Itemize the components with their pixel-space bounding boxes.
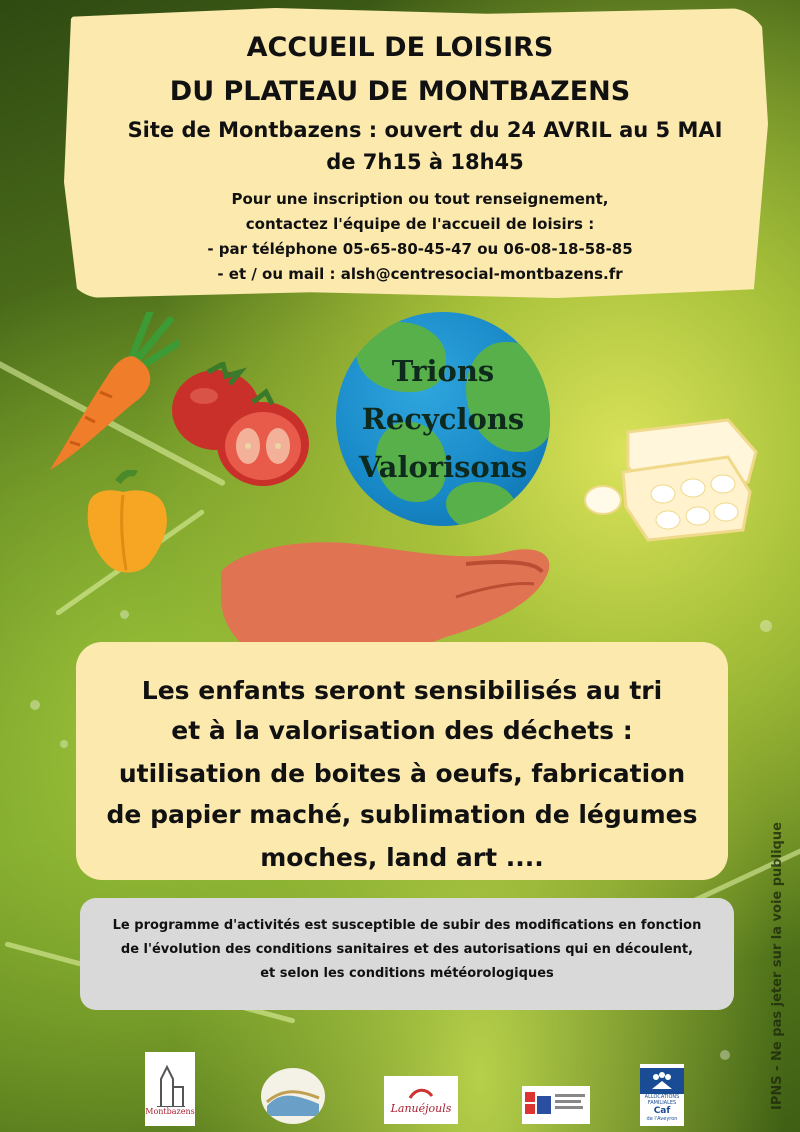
centre-social-logo [522, 1086, 590, 1124]
dew-drop [120, 610, 129, 619]
dew-drop [60, 740, 68, 748]
description-line: utilisation de boites à oeufs, fabrication [118, 759, 686, 788]
continent [446, 482, 516, 526]
description-line: et à la valorisation des déchets : [171, 716, 633, 745]
notice-line: de l'évolution des conditions sanitaires et des autorisations qui en découlent, [120, 942, 694, 957]
people-icon [650, 1071, 674, 1091]
opening-dates: Site de Montbazens : ouvert du 24 AVRIL au 5 MAI [127, 118, 723, 142]
opening-hours: de 7h15 à 18h45 [326, 150, 524, 174]
globe-word-value: Valorisons [358, 450, 528, 484]
contact-line: Pour une inscription ou tout renseignement, [231, 190, 609, 208]
montbazens-logo-text: Montbazens [145, 1106, 195, 1116]
swirl-icon [406, 1086, 436, 1102]
contact-phone: - par téléphone 05-65-80-45-47 ou 06-08-18-58-85 [207, 240, 633, 258]
globe-word-sort: Trions [391, 354, 495, 388]
lanuejouls-logo [384, 1076, 458, 1124]
church-icon [153, 1063, 187, 1107]
caf-text: Caf [653, 1106, 671, 1116]
globe-icon [336, 312, 550, 526]
csm-icon [523, 1088, 589, 1122]
communaute-communes-logo [261, 1068, 325, 1124]
dew-drop [720, 1050, 730, 1060]
notice-line: et selon les conditions météorologiques [260, 966, 554, 981]
caf-text: de l'Aveyron [646, 1116, 678, 1122]
page-title: ACCUEIL DE LOISIRS [246, 32, 554, 63]
landscape-icon [265, 1076, 321, 1116]
contact-email: - et / ou mail : alsh@centresocial-montbazens.fr [217, 265, 623, 283]
globe-word-recycle: Recyclons [361, 402, 525, 436]
caf-text: ALLOCATIONS [644, 1094, 680, 1100]
caf-text: FAMILIALES [647, 1100, 677, 1106]
egg-carton-icon [578, 412, 758, 544]
contact-line: contactez l'équipe de l'accueil de loisirs : [245, 215, 595, 233]
caf-logo [640, 1064, 684, 1126]
carrot-icon [40, 312, 180, 472]
dew-drop [30, 700, 40, 710]
page-subtitle: DU PLATEAU DE MONTBAZENS [169, 76, 631, 107]
description-line: moches, land art .... [260, 843, 544, 872]
ipns-note: IPNS - Ne pas jeter sur la voie publique [770, 822, 785, 1110]
caf-emblem [640, 1068, 684, 1094]
notice-line: Le programme d'activités est susceptible de subir des modifications en fonction [112, 918, 702, 933]
pepper-icon [78, 470, 178, 580]
lanuejouls-logo-text: Lanuéjouls [390, 1101, 452, 1115]
montbazens-logo [145, 1052, 195, 1126]
dew-drop [760, 620, 772, 632]
description-line: de papier maché, sublimation de légumes [106, 800, 698, 829]
description-line: Les enfants seront sensibilisés au tri [141, 676, 663, 705]
tomato-icon [168, 362, 318, 497]
